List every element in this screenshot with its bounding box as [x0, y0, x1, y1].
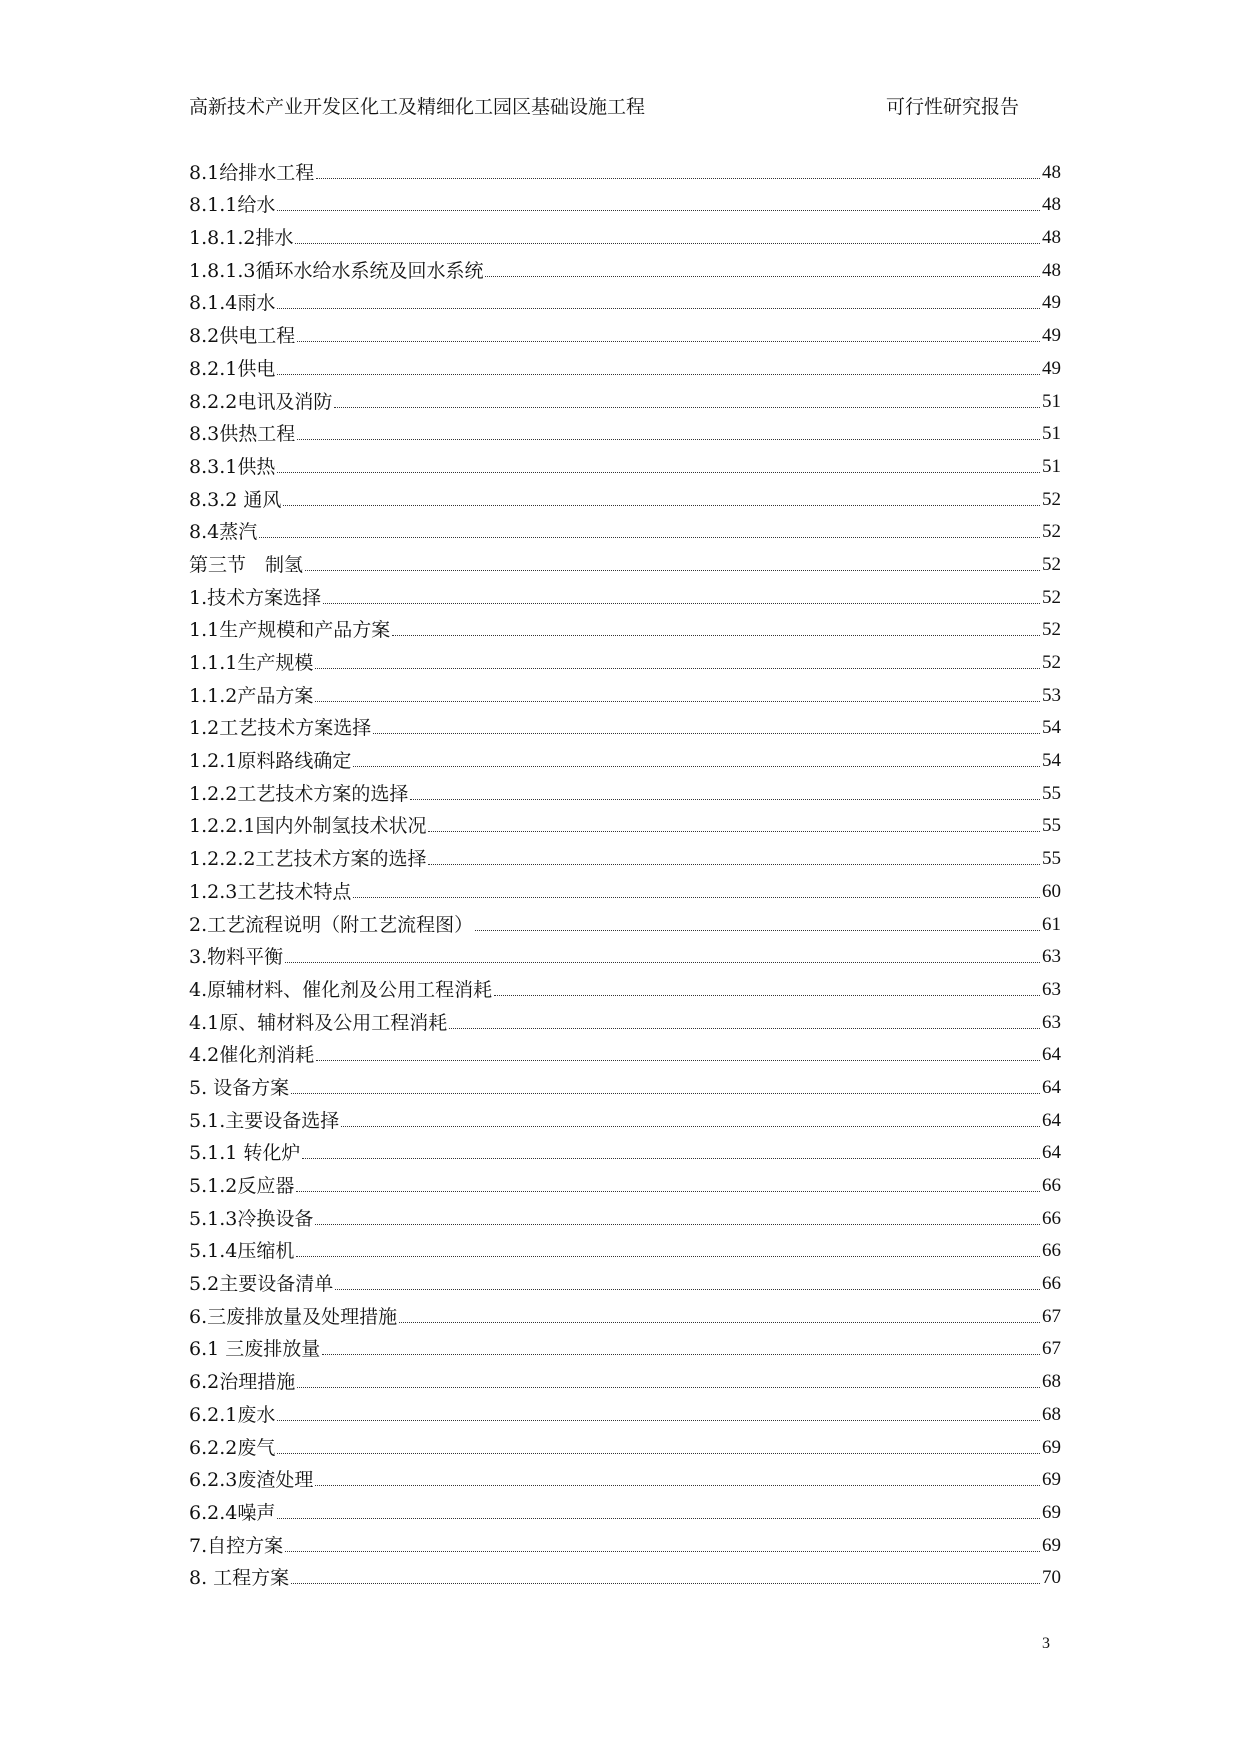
toc-dot-leader	[315, 701, 1040, 702]
toc-entry-title: 6.2治理措施	[189, 1371, 296, 1394]
toc-entry-page: 68	[1042, 1371, 1061, 1393]
toc-entry-page: 49	[1042, 357, 1061, 379]
toc-entry-title: 5.2主要设备清单	[189, 1273, 334, 1296]
toc-entry-title: 8.1.1给水	[189, 194, 276, 217]
toc-entry-title: 5.1.主要设备选择	[189, 1109, 340, 1132]
document-title: 高新技术产业开发区化工及精细化工园区基础设施工程	[189, 96, 646, 118]
toc-entry-title: 1.1.2产品方案	[189, 684, 314, 707]
toc-entry[interactable]	[189, 610, 1061, 643]
toc-entry[interactable]	[189, 969, 1061, 1002]
toc-dot-leader	[316, 178, 1040, 179]
table-of-contents	[189, 152, 1061, 1590]
toc-entry[interactable]	[189, 315, 1061, 348]
toc-entry-title: 8.3供热工程	[189, 423, 296, 446]
toc-entry-page: 70	[1042, 1567, 1061, 1589]
toc-entry-title: 5.1.4压缩机	[189, 1240, 295, 1263]
toc-entry-page: 48	[1042, 161, 1061, 183]
toc-entry-page: 69	[1042, 1436, 1061, 1458]
toc-entry-title: 7.自控方案	[189, 1534, 284, 1557]
toc-entry[interactable]	[189, 642, 1061, 675]
toc-entry-title: 8.4蒸汽	[189, 521, 258, 544]
toc-entry-title: 1.2.1原料路线确定	[189, 750, 352, 773]
toc-entry-title: 5.1.3冷换设备	[189, 1207, 314, 1230]
toc-entry-page: 66	[1042, 1273, 1061, 1295]
toc-entry-page: 48	[1042, 194, 1061, 216]
toc-entry[interactable]	[189, 1492, 1061, 1525]
toc-dot-leader	[323, 603, 1040, 604]
toc-entry-page: 55	[1042, 782, 1061, 804]
toc-entry[interactable]	[189, 446, 1061, 479]
toc-entry-page: 67	[1042, 1338, 1061, 1360]
toc-entry-title: 8.1.4雨水	[189, 292, 276, 315]
toc-entry-title: 1.2.2工艺技术方案的选择	[189, 782, 409, 805]
toc-entry-title: 1.技术方案选择	[189, 586, 322, 609]
toc-entry-page: 48	[1042, 259, 1061, 281]
toc-dot-leader	[277, 210, 1040, 211]
document-type: 可行性研究报告	[885, 96, 1019, 118]
toc-entry[interactable]	[189, 348, 1061, 381]
toc-entry[interactable]	[189, 773, 1061, 806]
toc-dot-leader	[277, 308, 1040, 309]
toc-entry-page: 64	[1042, 1109, 1061, 1131]
toc-entry-page: 51	[1042, 390, 1061, 412]
toc-entry[interactable]	[189, 1525, 1061, 1558]
toc-entry-title: 4.2催化剂消耗	[189, 1044, 315, 1067]
toc-entry[interactable]	[189, 871, 1061, 904]
toc-entry[interactable]	[189, 512, 1061, 545]
toc-entry[interactable]	[189, 1329, 1061, 1362]
toc-entry-title: 8.3.1供热	[189, 455, 276, 478]
toc-entry-title: 5.1.2反应器	[189, 1175, 295, 1197]
toc-entry-page: 63	[1042, 946, 1061, 968]
toc-entry-page: 52	[1042, 521, 1061, 543]
toc-entry[interactable]	[189, 1460, 1061, 1493]
toc-entry-title: 1.1.1生产规模	[189, 652, 314, 674]
toc-entry[interactable]	[189, 806, 1061, 839]
toc-entry[interactable]	[189, 1165, 1061, 1198]
page-number: 3	[1042, 1635, 1050, 1652]
toc-entry-page: 69	[1042, 1534, 1061, 1556]
toc-dot-leader	[373, 733, 1040, 734]
toc-entry[interactable]	[189, 217, 1061, 250]
toc-entry-title: 8. 工程方案	[189, 1567, 290, 1590]
toc-dot-leader	[341, 1126, 1040, 1127]
toc-entry-page: 55	[1042, 815, 1061, 837]
toc-entry-title: 6.三废排放量及处理措施	[189, 1305, 398, 1328]
toc-entry-page: 67	[1042, 1305, 1061, 1327]
toc-entry-page: 64	[1042, 1142, 1061, 1164]
toc-dot-leader	[428, 864, 1040, 865]
toc-dot-leader	[259, 537, 1040, 538]
toc-entry-page: 63	[1042, 1011, 1061, 1033]
toc-entry[interactable]	[189, 1133, 1061, 1166]
toc-entry[interactable]	[189, 1067, 1061, 1100]
toc-entry-title: 第三节 制氢	[189, 553, 304, 576]
toc-entry[interactable]	[189, 544, 1061, 577]
toc-entry-title: 8.2供电工程	[189, 325, 296, 348]
toc-entry-page: 48	[1042, 227, 1061, 249]
toc-dot-leader	[291, 1583, 1040, 1584]
toc-entry-title: 8.2.2电讯及消防	[189, 390, 333, 413]
toc-entry-page: 54	[1042, 717, 1061, 739]
toc-dot-leader	[475, 930, 1040, 931]
toc-entry[interactable]	[189, 1002, 1061, 1035]
toc-entry-page: 64	[1042, 1044, 1061, 1066]
toc-entry[interactable]	[189, 414, 1061, 447]
toc-entry-page: 69	[1042, 1501, 1061, 1523]
toc-dot-leader	[335, 1289, 1040, 1290]
toc-dot-leader	[410, 799, 1040, 800]
toc-entry[interactable]	[189, 675, 1061, 708]
toc-entry-title: 1.2.3工艺技术特点	[189, 880, 352, 903]
toc-entry-title: 1.8.1.2排水	[189, 227, 294, 250]
toc-entry-title: 6.1 三废排放量	[189, 1338, 321, 1361]
toc-dot-leader	[305, 570, 1040, 571]
toc-entry[interactable]	[189, 185, 1061, 218]
toc-entry[interactable]	[189, 250, 1061, 283]
toc-entry-page: 52	[1042, 586, 1061, 608]
toc-entry-title: 1.8.1.3循环水给水系统及回水系统	[189, 259, 484, 282]
toc-dot-leader	[277, 1453, 1040, 1454]
toc-entry[interactable]	[189, 1198, 1061, 1231]
toc-entry[interactable]	[189, 1558, 1061, 1591]
toc-entry-page: 60	[1042, 880, 1061, 902]
toc-dot-leader	[353, 897, 1040, 898]
toc-dot-leader	[296, 1256, 1040, 1257]
toc-entry-title: 8.1给排水工程	[189, 161, 315, 184]
toc-entry-page: 69	[1042, 1469, 1061, 1491]
toc-dot-leader	[283, 505, 1040, 506]
toc-dot-leader	[277, 472, 1040, 473]
toc-entry-title: 5. 设备方案	[189, 1076, 290, 1099]
toc-entry-title: 6.2.1废水	[189, 1403, 276, 1426]
toc-entry-page: 51	[1042, 423, 1061, 445]
toc-entry-page: 66	[1042, 1175, 1061, 1196]
toc-entry-title: 1.2工艺技术方案选择	[189, 717, 372, 740]
toc-dot-leader	[315, 668, 1040, 669]
toc-entry-title: 4.1原、辅材料及公用工程消耗	[189, 1011, 448, 1034]
toc-entry[interactable]	[189, 1394, 1061, 1427]
toc-entry[interactable]	[189, 1035, 1061, 1068]
toc-dot-leader	[315, 1224, 1040, 1225]
toc-entry-page: 51	[1042, 455, 1061, 477]
toc-entry-page: 53	[1042, 684, 1061, 706]
toc-entry[interactable]	[189, 708, 1061, 741]
toc-dot-leader	[295, 243, 1040, 244]
toc-entry-title: 8.3.2 通风	[189, 488, 282, 511]
toc-entry[interactable]	[189, 283, 1061, 316]
toc-dot-leader	[297, 439, 1040, 440]
toc-dot-leader	[277, 1420, 1040, 1421]
toc-dot-leader	[399, 1322, 1040, 1323]
toc-entry-page: 63	[1042, 978, 1061, 1000]
toc-entry[interactable]	[189, 1231, 1061, 1264]
toc-entry[interactable]	[189, 152, 1061, 185]
toc-entry[interactable]	[189, 904, 1061, 937]
toc-dot-leader	[302, 1158, 1040, 1159]
toc-entry-title: 5.1.1 转化炉	[189, 1142, 301, 1165]
toc-dot-leader	[334, 407, 1040, 408]
toc-entry[interactable]	[189, 1361, 1061, 1394]
toc-dot-leader	[428, 831, 1040, 832]
toc-entry-page: 49	[1042, 325, 1061, 347]
toc-entry-title: 1.2.2.2工艺技术方案的选择	[189, 848, 427, 871]
toc-entry-title: 1.1生产规模和产品方案	[189, 619, 391, 642]
toc-entry-title: 6.2.3废渣处理	[189, 1469, 314, 1492]
toc-entry-page: 66	[1042, 1207, 1061, 1229]
toc-entry[interactable]	[189, 1263, 1061, 1296]
toc-entry[interactable]	[189, 381, 1061, 414]
toc-entry-title: 6.2.4噪声	[189, 1501, 276, 1524]
toc-dot-leader	[285, 1551, 1040, 1552]
toc-entry-page: 49	[1042, 292, 1061, 314]
toc-entry[interactable]	[189, 1100, 1061, 1133]
toc-entry[interactable]	[189, 479, 1061, 512]
toc-entry[interactable]	[189, 740, 1061, 773]
toc-entry-title: 4.原辅材料、催化剂及公用工程消耗	[189, 978, 493, 1001]
toc-dot-leader	[322, 1354, 1040, 1355]
toc-entry-title: 8.2.1供电	[189, 357, 276, 380]
toc-entry-title: 2.工艺流程说明（附工艺流程图）	[189, 913, 474, 936]
toc-entry-page: 52	[1042, 488, 1061, 510]
toc-entry-title: 3.物料平衡	[189, 946, 284, 969]
toc-entry-page: 52	[1042, 652, 1061, 673]
toc-entry[interactable]	[189, 838, 1061, 871]
toc-dot-leader	[316, 1060, 1040, 1061]
toc-entry[interactable]	[189, 1427, 1061, 1460]
toc-dot-leader	[353, 766, 1040, 767]
toc-entry-page: 52	[1042, 553, 1061, 575]
toc-entry[interactable]	[189, 577, 1061, 610]
toc-entry-page: 64	[1042, 1076, 1061, 1098]
toc-entry-title: 1.2.2.1国内外制氢技术状况	[189, 815, 427, 838]
toc-entry-page: 68	[1042, 1403, 1061, 1425]
toc-dot-leader	[494, 995, 1040, 996]
toc-entry-page: 54	[1042, 750, 1061, 772]
toc-dot-leader	[315, 1485, 1040, 1486]
toc-entry-page: 61	[1042, 913, 1061, 935]
toc-entry-page: 66	[1042, 1240, 1061, 1262]
toc-dot-leader	[297, 341, 1040, 342]
toc-entry[interactable]	[189, 1296, 1061, 1329]
toc-dot-leader	[297, 1387, 1040, 1388]
toc-dot-leader	[392, 635, 1040, 636]
toc-entry[interactable]	[189, 937, 1061, 970]
toc-entry-page: 55	[1042, 848, 1061, 870]
toc-entry-title: 6.2.2废气	[189, 1436, 276, 1459]
toc-entry-page: 52	[1042, 619, 1061, 641]
toc-dot-leader	[449, 1028, 1040, 1029]
toc-dot-leader	[485, 276, 1040, 277]
toc-dot-leader	[277, 374, 1040, 375]
toc-dot-leader	[291, 1093, 1040, 1094]
toc-dot-leader	[296, 1191, 1040, 1192]
toc-dot-leader	[285, 962, 1040, 963]
toc-dot-leader	[277, 1518, 1040, 1519]
page-header	[189, 92, 1019, 122]
